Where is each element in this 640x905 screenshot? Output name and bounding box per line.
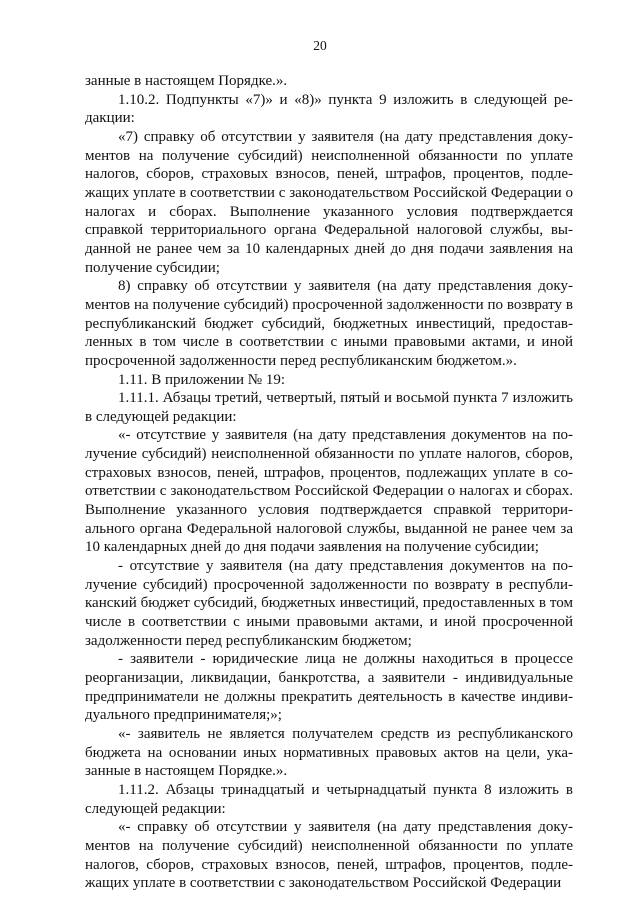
- paragraph: - отсутствие у заявителя (на дату представления документов на получение субсидий) просроченной задолженности по возврату в республиканский бюджет субсидий, бюджетных инвестиций, предоставленных в том числе в соответствии с иными правовыми актами, и иной просроченной задолженности перед республиканским бюджетом;: [85, 558, 573, 649]
- paragraph: занные в настоящем Порядке.».: [85, 73, 288, 89]
- paragraph: «- отсутствие у заявителя (на дату представления документов на получение субсидий) неисполненной обязанности по уплате налогов, сборов, страховых взносов, пеней, штрафов, процентов, подлежащих уплате в соответствии с законодательством Российской Федерации о налогах и сборах. Выполнение указанного условия подтверждается справкой территориального органа Федеральной налоговой службы, выданной не ранее чем за 10 календарных дней до дня подачи заявления на получение субсидии;: [85, 427, 573, 556]
- paragraph: 8) справку об отсутствии у заявителя (на дату представления документов на получение субсидий) просроченной задолженности по возврату в республиканский бюджет субсидий, бюджетных инвестиций, предоставленных в том числе в соответствии с иными правовыми актами, и иной просроченной задолженности перед республиканским бюджетом.».: [85, 278, 573, 369]
- paragraph: 1.10.2. Подпункты «7)» и «8)» пункта 9 изложить в следующей редакции:: [85, 91, 573, 127]
- paragraph: «7) справку об отсутствии у заявителя (на дату представления документов на получение субсидий) неисполненной обязанности по уплате налогов, сборов, страховых взносов, пеней, штрафов, процентов, подлежащих уплате в соответствии с законодательством Российской Федерации о налогах и сборах. Выполнение указанного условия подтверждается справкой территориального органа Федеральной налоговой службы, выданной не ранее чем за 10 календарных дней до дня подачи заявления на получение субсидии;: [85, 128, 573, 276]
- page-number: 20: [313, 38, 327, 53]
- paragraph: «- справку об отсутствии у заявителя (на дату представления документов на получение субсидий) неисполненной обязанности по уплате налогов, сборов, страховых взносов, пеней, штрафов, процентов, подлежащих уплате в соответствии с законодательством Российской Федерации: [85, 819, 573, 892]
- paragraph: 1.11.2. Абзацы тринадцатый и четырнадцатый пункта 8 изложить в следующей редакции:: [85, 781, 573, 817]
- paragraph: «- заявитель не является получателем средств из республиканского бюджета на основании иных нормативных правовых актов на цели, указанные в настоящем Порядке.».: [85, 725, 573, 780]
- paragraph: - заявители - юридические лица не должны находиться в процессе реорганизации, ликвидации, банкротства, а заявители - индивидуальные предприниматели не должны прекратить деятельность в качестве индивидуального предпринимателя;»;: [85, 651, 573, 724]
- document-body: [85, 72, 573, 893]
- paragraph: 1.11. В приложении № 19:: [118, 371, 285, 388]
- paragraph: 1.11.1. Абзацы третий, четвертый, пятый и восьмой пункта 7 изложить в следующей редакции:: [85, 390, 573, 425]
